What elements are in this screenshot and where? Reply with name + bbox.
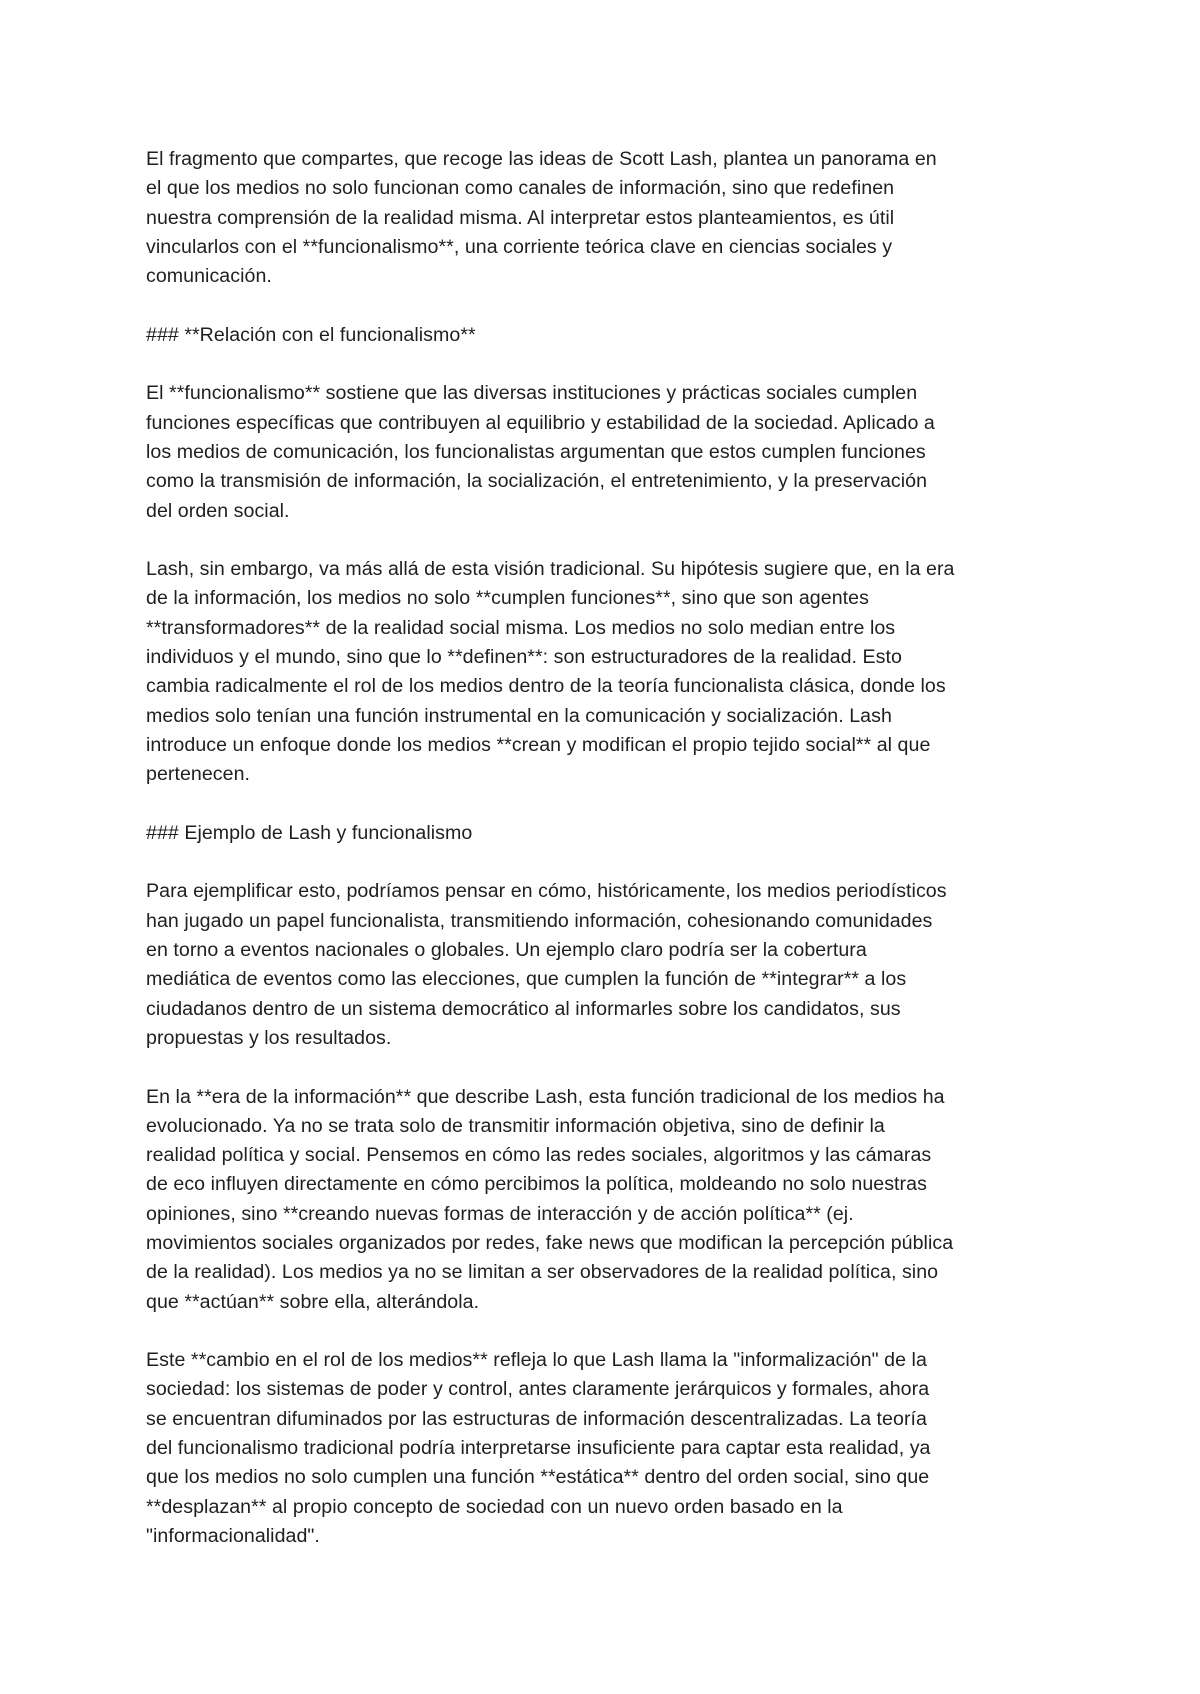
- document-body: [146, 145, 1076, 1581]
- paragraph-cambio-rol: Este **cambio en el rol de los medios** refleja lo que Lash llama la "informalización" de la sociedad: los sistemas de poder y control, antes claramente jerárquicos y formales, ahora se encuentran difuminados por las estructuras de información descentralizadas. La teoría del funcionalismo tradicional podría interpretarse insuficiente para captar esta realidad, ya que los medios no solo cumplen una función **estática** dentro del orden social, sino que **desplazan** al propio concepto de sociedad con un nuevo orden basado en la "informacionalidad".: [146, 1349, 931, 1547]
- heading-ejemplo-lash: ### Ejemplo de Lash y funcionalismo: [146, 821, 473, 844]
- paragraph-funcionalismo: El **funcionalismo** sostiene que las diversas instituciones y prácticas sociales cumplen funciones específicas que contribuyen al equilibrio y estabilidad de la sociedad. Aplicado a los medios de comunicación, los funcionalistas argumentan que estos cumplen funciones como la transmisión de información, la socialización, el entretenimiento, y la preservación del orden social.: [146, 382, 935, 522]
- paragraph-ejemplo: Para ejemplificar esto, podríamos pensar en cómo, históricamente, los medios periodísticos han jugado un papel funcionalista, transmitiendo información, cohesionando comunidades en torno a eventos nacionales o globales. Un ejemplo claro podría ser la cobertura mediática de eventos como las elecciones, que cumplen la función de **integrar** a los ciudadanos dentro de un sistema democrático al informarles sobre los candidatos, sus propuestas y los resultados.: [146, 880, 947, 1049]
- paragraph-lash-hipotesis: Lash, sin embargo, va más allá de esta visión tradicional. Su hipótesis sugiere que, en la era de la información, los medios no solo **cumplen funciones**, sino que son agentes **transformadores** de la realidad social misma. Los medios no solo median entre los individuos y el mundo, sino que lo **definen**: son estructuradores de la realidad. Esto cambia radicalmente el rol de los medios dentro de la teoría funcionalista clásica, donde los medios solo tenían una función instrumental en la comunicación y socialización. Lash introduce un enfoque donde los medios **crean y modifican el propio tejido social** al que pertenecen.: [146, 558, 955, 786]
- paragraph-intro: El fragmento que compartes, que recoge las ideas de Scott Lash, plantea un panorama en el que los medios no solo funcionan como canales de información, sino que redefinen nuestra comprensión de la realidad misma. Al interpretar estos planteamientos, es útil vincularlos con el **funcionalismo**, una corriente teórica clave en ciencias sociales y comunicación.: [146, 148, 937, 288]
- paragraph-era-informacion: En la **era de la información** que describe Lash, esta función tradicional de los medios ha evolucionado. Ya no se trata solo de transmitir información objetiva, sino de definir la realidad política y social. Pensemos en cómo las redes sociales, algoritmos y las cámaras de eco influyen directamente en cómo percibimos la política, moldeando no solo nuestras opiniones, sino **creando nuevas formas de interacción y de acción política** (ej. movimientos sociales organizados por redes, fake news que modifican la percepción pública de la realidad). Los medios ya no se limitan a ser observadores de la realidad política, sino que **actúan** sobre ella, alterándola.: [146, 1085, 954, 1313]
- heading-relacion-funcionalismo: ### **Relación con el funcionalismo**: [146, 323, 476, 346]
